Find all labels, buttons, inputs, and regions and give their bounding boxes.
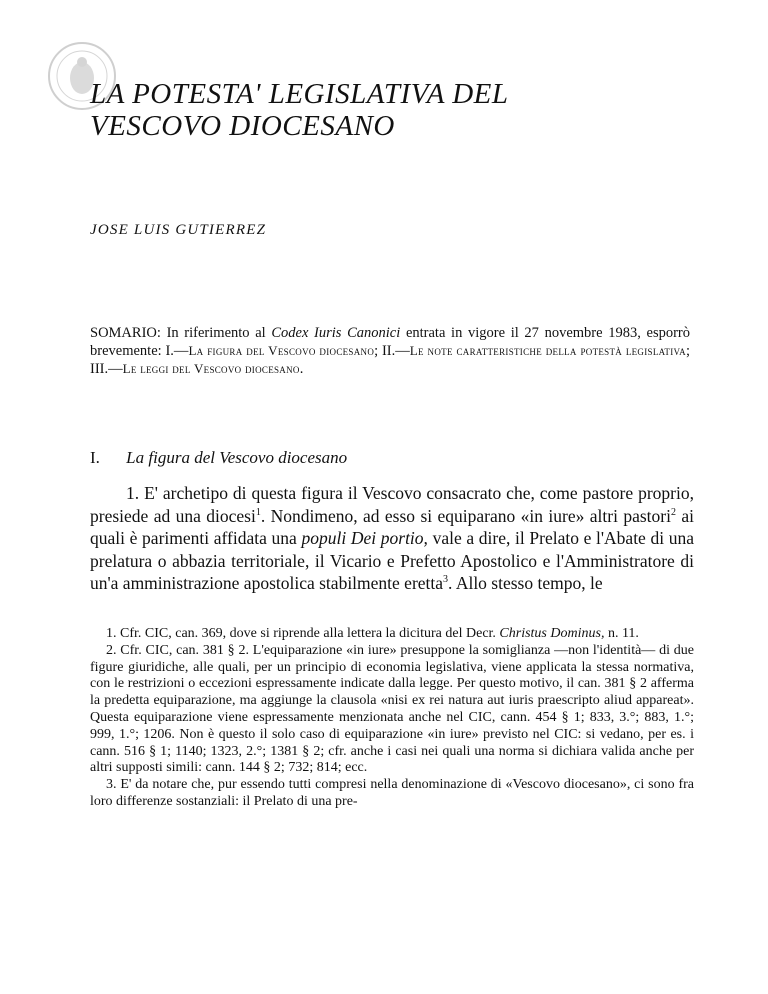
footnote-1-end: n. 11.: [604, 626, 639, 641]
paragraph-italic: populi Dei portio,: [301, 528, 428, 548]
summary-sep-1: ; II.—: [374, 343, 410, 359]
summary-lead: SOMARIO: In riferimento al: [90, 325, 266, 341]
title-line-1: LA POTESTA' LEGISLATIVA DEL: [90, 78, 509, 110]
footnote-2: 2. Cfr. CIC, can. 381 § 2. L'equiparazione «in iure» presuppone la somiglianza —non l'identità— di due figure giuridiche, alle quali, per un principio di economia legislativa, viene applicata la stessa normativa, con le restrizioni o eccezioni espressamente indicate dalla legge. Per questo motivo, il can. 381 § 2 afferma la predetta equiparazione, ma aggiunge la clausola «nisi ex rei natura aut iuris praescripto aliud appareat». Questa equiparazione viene espressamente menzionata anche nel CIC, cann. 454 § 1; 833, 3.°; 883, 1.°; 999, 1.°; 1206. Non è questo il solo caso di equiparazione «in iure» previsto nel CIC: si vedano, per es. i cann. 516 § 1; 1140; 1323, 2.°; 1381 § 2; cfr. anche i casi nei quali una norma si dichiara valida anche per altri supposti simili: cann. 144 § 2; 732; 814; ecc.: [90, 642, 694, 776]
paragraph-text-5: . Allo stesso tempo, le: [448, 573, 603, 593]
footnote-3: 3. E' da notare che, pur essendo tutti compresi nella denominazione di «Vescovo diocesano», ci sono fra loro differenze sostanziali: il Prelato di una pre-: [90, 777, 694, 809]
footnote-1-italic: Christus Dominus,: [499, 626, 605, 641]
summary-end: .: [299, 361, 304, 377]
paragraph-text-3: ai quali è parimenti affidata una: [90, 505, 694, 548]
summary-item-3: Le leggi del Vescovo diocesano: [122, 361, 300, 376]
paragraph-text-4: vale a dire, il Prelato e l'Abate di una prelatura o abbazia territoriale, il Vicario e Prefetto Apostolico e l'Amministratore di un'a amministrazione apostolica stabilmente eretta: [90, 528, 695, 593]
summary-mid: entrata in vigore il 27 novembre 1983, esporrò brevemente: I.—: [90, 325, 691, 359]
summary-sep-2: ; III.—: [90, 343, 690, 377]
footnote-1-text: 1. Cfr. CIC, can. 369, dove si riprende alla lettera la dicitura del Decr.: [106, 626, 496, 641]
body-text: [90, 482, 694, 595]
paragraph-text-1: 1. E' archetipo di questa figura il Vescovo consacrato che, come pastore proprio, presiede ad una diocesi: [90, 483, 694, 526]
footnote-ref-2: 2: [670, 506, 676, 518]
paragraph-1: [90, 482, 694, 595]
section-title: La figura del Vescovo diocesano: [126, 448, 348, 467]
summary-item-2: Le note caratteristiche della potestà legislativa: [409, 343, 686, 358]
title-line-2: VESCOVO DIOCESANO: [90, 110, 395, 142]
author-name: JOSE LUIS GUTIERREZ: [90, 222, 267, 238]
section-number: I.: [90, 448, 100, 467]
summary: [90, 324, 690, 378]
article-title: [90, 78, 710, 142]
summary-item-1: La figura del Vescovo diocesano: [188, 343, 375, 358]
footnote-1: [90, 626, 694, 643]
summary-codex: Codex Iuris Canonici: [271, 325, 401, 341]
section-heading: [90, 448, 347, 468]
footnote-ref-3: 3: [443, 574, 449, 586]
footnote-ref-1: 1: [255, 506, 261, 518]
footnotes: [90, 626, 694, 811]
paragraph-text-2: . Nondimeno, ad esso si equiparano «in iure» altri pastori: [260, 505, 671, 526]
